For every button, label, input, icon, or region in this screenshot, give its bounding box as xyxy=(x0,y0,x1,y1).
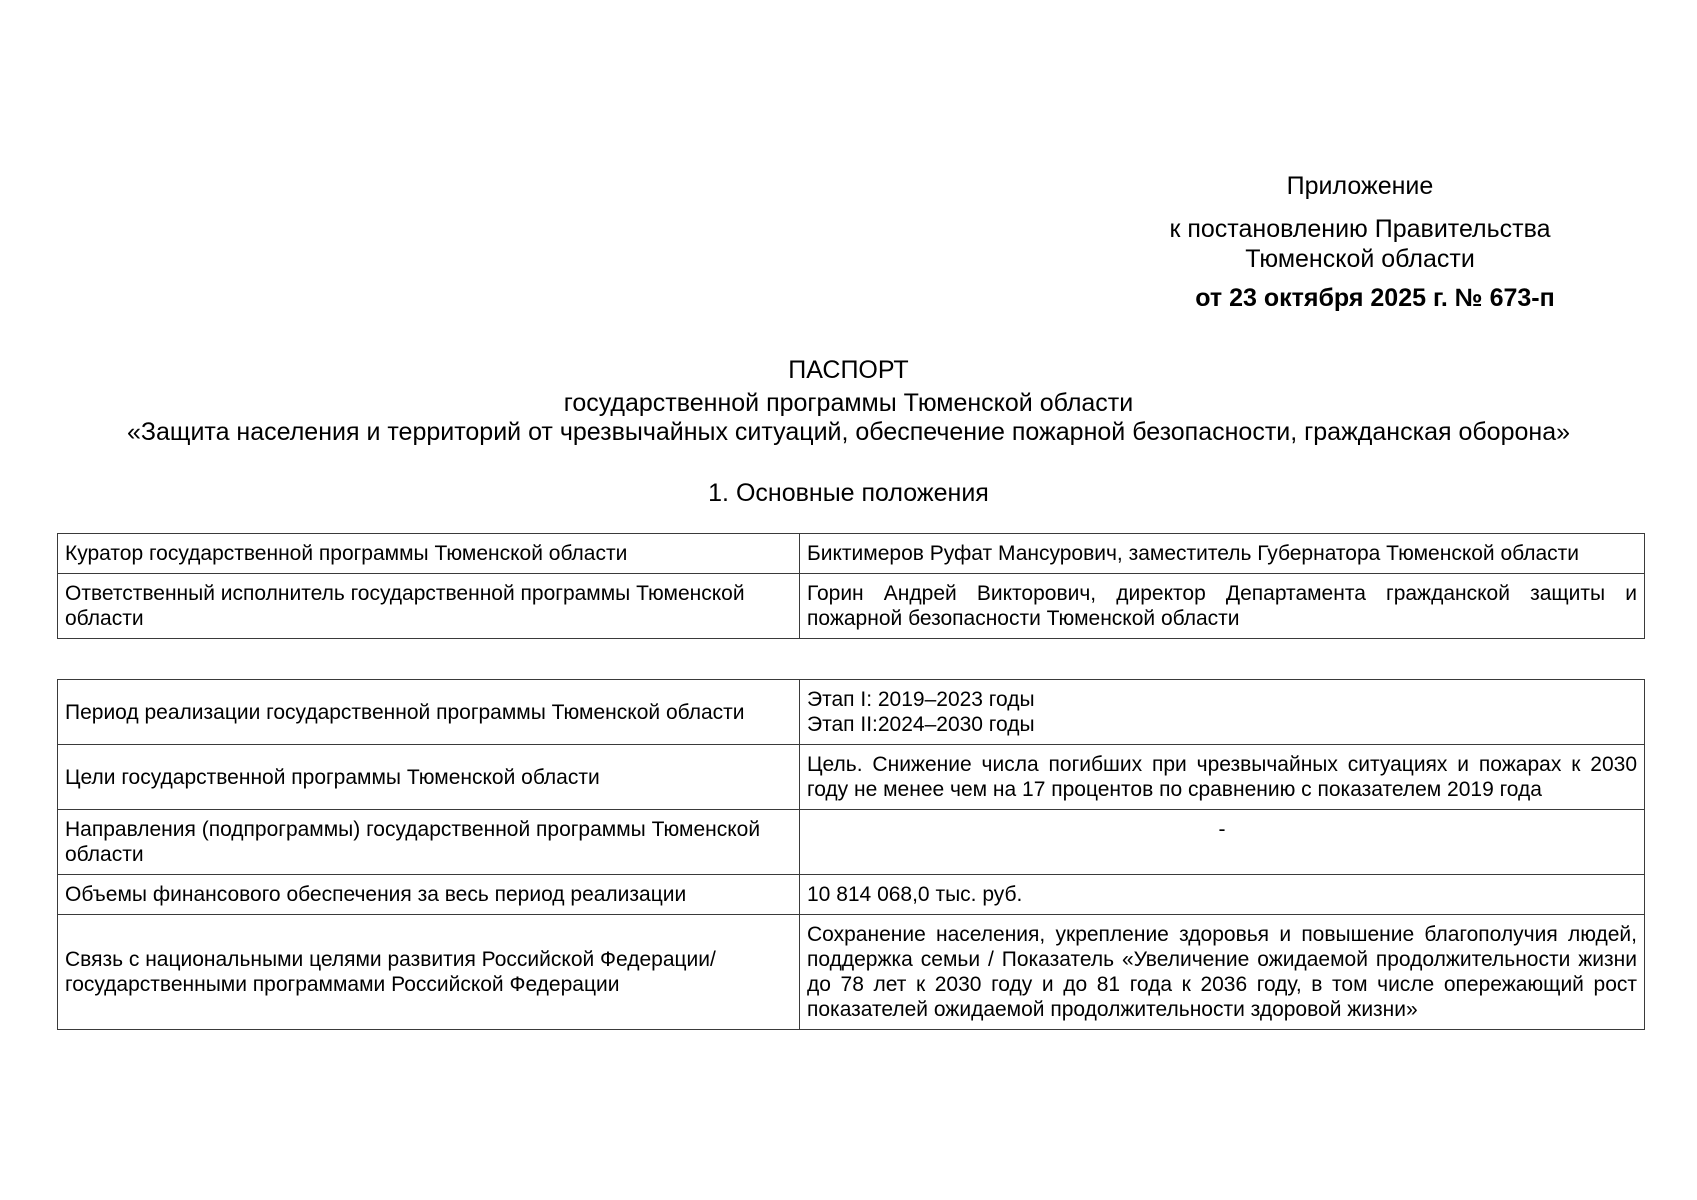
curator-value: Биктимеров Руфат Мансурович, заместитель Губернатора Тюменской области xyxy=(800,534,1645,574)
annex-date-number: от 23 октября 2025 г. № 673-п xyxy=(1195,284,1555,312)
program-name: «Защита населения и территорий от чрезвычайных ситуаций, обеспечение пожарной безопасности, гражданская оборона» xyxy=(126,418,1571,446)
responsible-executor-value: Горин Андрей Викторович, директор Департамента гражданской защиты и пожарной безопасности Тюменской области xyxy=(800,574,1645,639)
table-row xyxy=(58,574,1645,639)
table-row xyxy=(58,915,1645,1030)
passport-subtitle: государственной программы Тюменской области xyxy=(563,389,1134,417)
goals-value: Цель. Снижение числа погибших при чрезвычайных ситуациях и пожарах к 2030 году не менее чем на 17 процентов по сравнению с показателем 2019 года xyxy=(800,745,1645,810)
period-label: Период реализации государственной программы Тюменской области xyxy=(58,680,800,745)
table-row xyxy=(58,745,1645,810)
table-row xyxy=(58,680,1645,745)
directions-value: - xyxy=(800,810,1645,875)
national-goals-link-label: Связь с национальными целями развития Российской Федерации/ государственными программами Российской Федерации xyxy=(58,915,800,1030)
program-details-table xyxy=(57,679,1645,1030)
directions-label: Направления (подпрограммы) государственной программы Тюменской области xyxy=(58,810,800,875)
annex-reference-line-2: Тюменской области xyxy=(1245,245,1475,273)
table-row xyxy=(58,534,1645,574)
funding-label: Объемы финансового обеспечения за весь период реализации xyxy=(58,875,800,915)
program-curator-table xyxy=(57,533,1645,639)
section-title: 1. Основные положения xyxy=(708,479,989,507)
national-goals-link-value: Сохранение населения, укрепление здоровья и повышение благополучия людей, поддержка семьи / Показатель «Увеличение ожидаемой продолжительности жизни до 78 лет к 2030 году и до 81 года к 2036 году, в том числе опережающий рост показателей ожидаемой продолжительности здоровой жизни» xyxy=(800,915,1645,1030)
funding-value: 10 814 068,0 тыс. руб. xyxy=(800,875,1645,915)
responsible-executor-label: Ответственный исполнитель государственной программы Тюменской области xyxy=(58,574,800,639)
period-value xyxy=(800,680,1645,745)
annex-reference-line-1: к постановлению Правительства xyxy=(1169,215,1551,243)
goals-label: Цели государственной программы Тюменской области xyxy=(58,745,800,810)
table-row xyxy=(58,810,1645,875)
curator-label: Куратор государственной программы Тюменской области xyxy=(58,534,800,574)
passport-title: ПАСПОРТ xyxy=(788,356,909,384)
table-row xyxy=(58,875,1645,915)
annex-resolution-reference xyxy=(1130,214,1590,274)
period-stage-2: Этап II:2024–2030 годы xyxy=(807,713,1035,736)
annex-title: Приложение xyxy=(1286,172,1434,200)
period-stage-1: Этап I: 2019–2023 годы xyxy=(807,688,1035,711)
